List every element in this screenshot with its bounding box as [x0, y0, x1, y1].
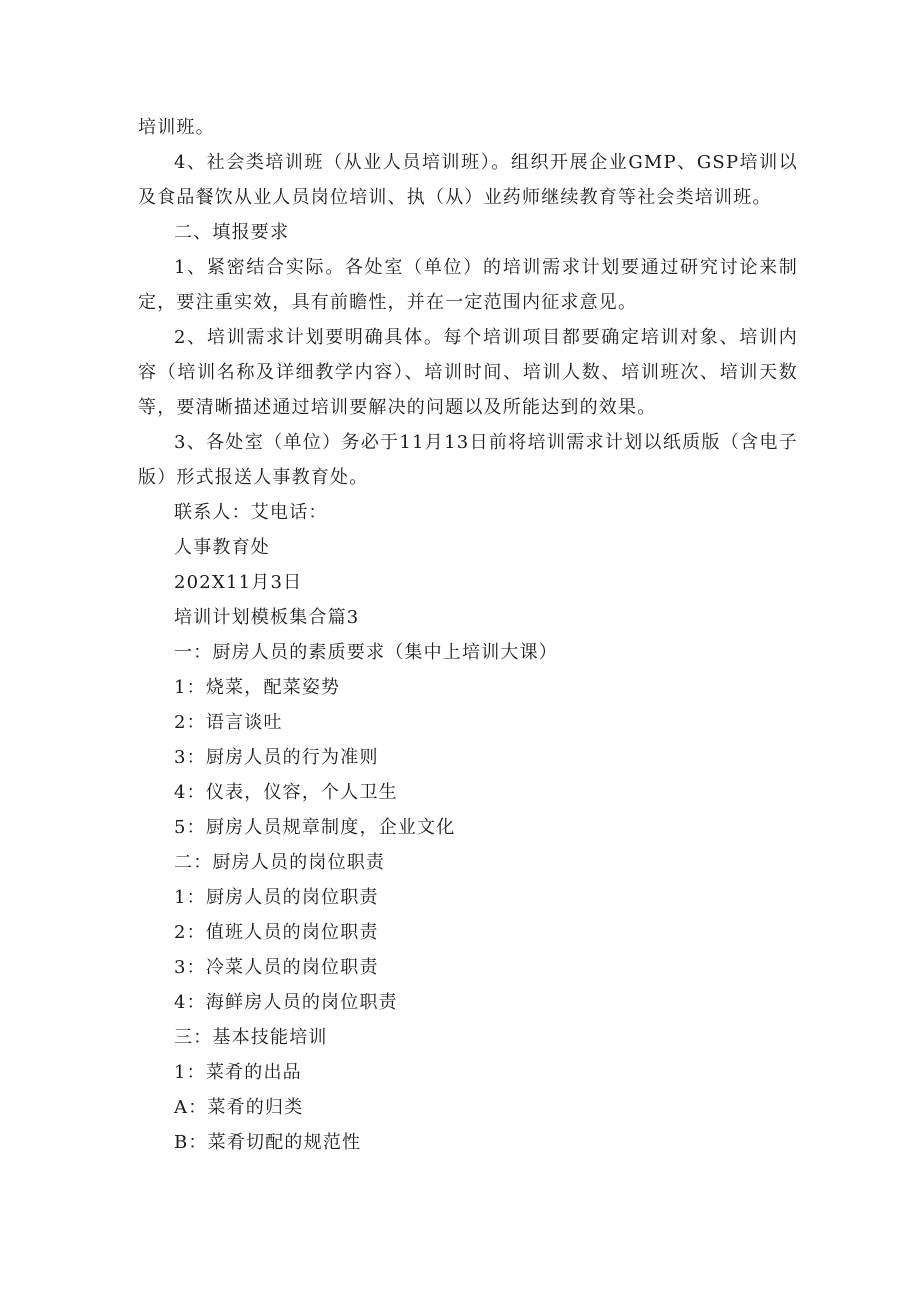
list-item: 2：语言谈吐 [174, 712, 283, 733]
list-item: 4：海鲜房人员的岗位职责 [174, 992, 398, 1013]
list-item: B：菜肴切配的规范性 [174, 1132, 362, 1153]
paragraph-requirement-2: 2、培训需求计划要明确具体。每个培训项目都要确定培训对象、培训内容（培训名称及详细教学内容）、培训时间、培训人数、培训班次、培训天数等，要清晰描述通过培训要解决的问题以及所能达到的效果。 [138, 327, 798, 418]
contact-line: 联系人：艾电话： [174, 502, 328, 523]
list-item: 1：烧菜，配菜姿势 [174, 677, 341, 698]
section-title: 培训计划模板集合篇3 [174, 607, 360, 628]
section-heading-fill-requirements: 二、填报要求 [174, 222, 290, 243]
paragraph-continuation: 培训班。 [138, 117, 215, 138]
heading-job-duties: 二：厨房人员的岗位职责 [174, 852, 386, 873]
paragraph-requirement-3: 3、各处室（单位）务必于11月13日前将培训需求计划以纸质版（含电子版）形式报送人事教育处。 [138, 432, 798, 488]
list-item: 2：值班人员的岗位职责 [174, 922, 379, 943]
list-item: 3：厨房人员的行为准则 [174, 747, 379, 768]
list-item: 3：冷菜人员的岗位职责 [174, 957, 379, 978]
list-item: 1：菜肴的出品 [174, 1062, 302, 1083]
date-line: 202X11月3日 [174, 572, 303, 593]
list-item: A：菜肴的归类 [174, 1097, 304, 1118]
department-line: 人事教育处 [174, 537, 270, 558]
heading-basic-skills: 三：基本技能培训 [174, 1027, 328, 1048]
document-body [138, 110, 798, 1160]
list-item: 1：厨房人员的岗位职责 [174, 887, 379, 908]
list-item: 5：厨房人员规章制度，企业文化 [174, 817, 456, 838]
list-item: 4：仪表，仪容，个人卫生 [174, 782, 398, 803]
paragraph-requirement-1: 1、紧密结合实际。各处室（单位）的培训需求计划要通过研究讨论来制定，要注重实效，具有前瞻性，并在一定范围内征求意见。 [138, 257, 798, 313]
heading-quality-requirements: 一：厨房人员的素质要求（集中上培训大课） [174, 642, 558, 663]
paragraph-item-4: 4、社会类培训班（从业人员培训班）。组织开展企业GMP、GSP培训以及食品餐饮从业人员岗位培训、执（从）业药师继续教育等社会类培训班。 [138, 152, 798, 208]
